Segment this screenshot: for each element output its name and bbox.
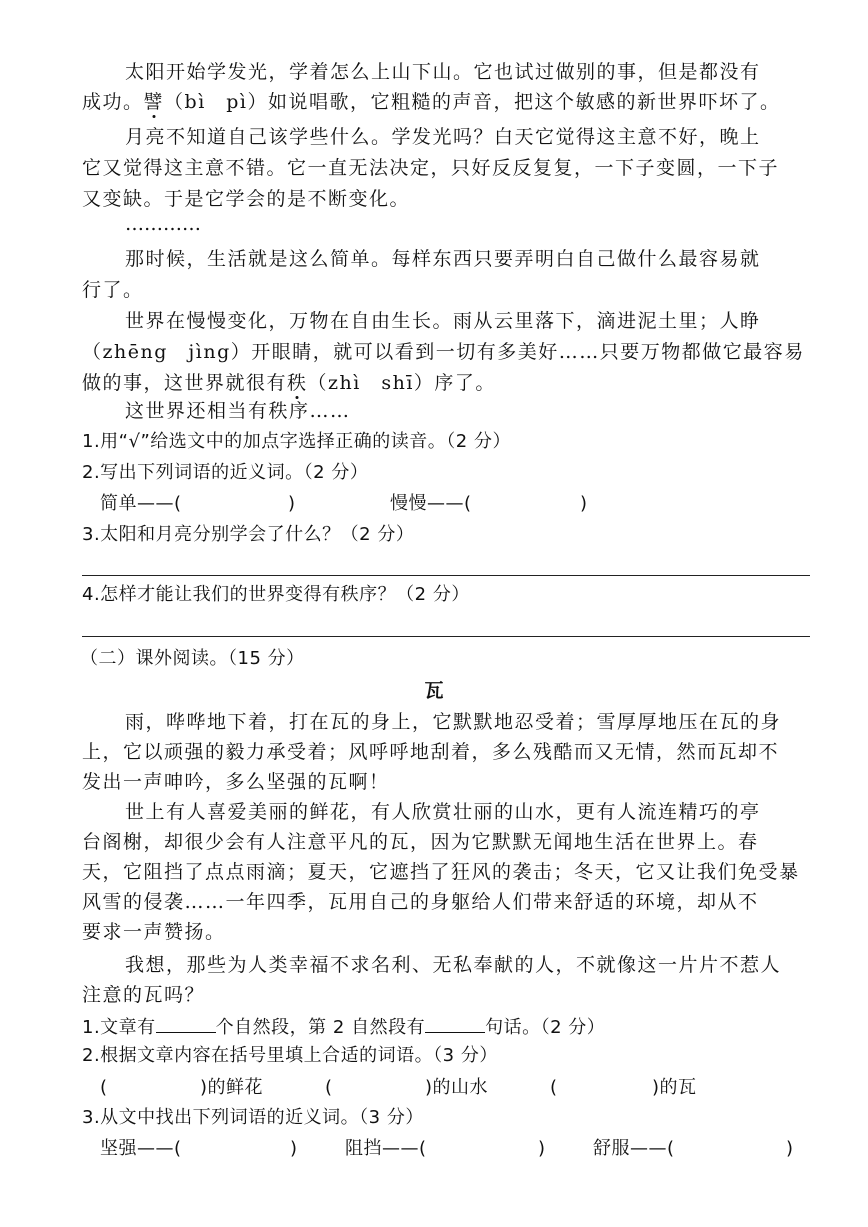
- passage1-line: 太阳开始学发光，学着怎么上山下山。它也试过做别的事，但是都没有: [125, 61, 761, 83]
- fill-blank[interactable]: [425, 1012, 485, 1033]
- paren-open: (: [550, 1077, 558, 1098]
- fill-blank[interactable]: [156, 1012, 216, 1033]
- passage2-line: 要求一声赞扬。: [82, 921, 226, 943]
- ellipsis: …………: [125, 213, 201, 235]
- passage1-line: 月亮不知道自己该学些什么。学发光吗？白天它觉得这主意不好，晚上: [125, 126, 761, 148]
- answer-line[interactable]: [82, 636, 810, 637]
- passage1-line: 又变缺。于是它学会的是不断变化。: [82, 188, 411, 210]
- paren-close: ): [580, 493, 588, 514]
- passage2-line: 我想，那些为人类幸福不求名利、无私奉献的人，不就像这一片片不惹人: [125, 954, 782, 976]
- text-segment: 个自然段，第 2 自然段有: [215, 1017, 426, 1038]
- passage2-line: 发出一声呻吟，多么坚强的瓦啊！: [82, 771, 390, 793]
- question-3: 3.从文中找出下列词语的近义词。（3 分）: [82, 1107, 424, 1128]
- text-segment: 做的事，这世界就很有: [82, 372, 288, 394]
- passage1-line: （zhēng jìng）开眼睛，就可以看到一切有多美好……只要万物都做它最容易: [82, 341, 805, 363]
- paren-open: (: [325, 1077, 333, 1098]
- paren-close: ): [290, 1138, 298, 1159]
- passage2-line: 台阁榭，却很少会有人注意平凡的瓦，因为它默默无闻地生活在世界上。春: [82, 831, 759, 853]
- dotted-character: 譬: [143, 91, 165, 113]
- paren-close: ): [538, 1138, 546, 1159]
- passage2-line: 天，它阻挡了点点雨滴；夏天，它遮挡了狂风的袭击；冬天，它又让我们免受暴: [82, 861, 800, 883]
- fill-label-xianhua: )的鲜花: [200, 1077, 264, 1098]
- passage1-line: 那时候，生活就是这么简单。每样东西只要弄明白自己做什么最容易就: [125, 248, 761, 270]
- passage1-line: 这世界还相当有秩序……: [125, 400, 351, 422]
- passage1-line: 它又觉得这主意不错。它一直无法决定，只好反反复复，一下子变圆，一下子: [82, 157, 780, 179]
- question-1: 1.用“√”给选文中的加点字选择正确的读音。（2 分）: [82, 431, 511, 452]
- passage1-line: 世界在慢慢变化，万物在自由生长。雨从云里落下，滴进泥土里；人睁: [125, 310, 761, 332]
- passage2-line: 世上有人喜爱美丽的鲜花，有人欣赏壮丽的山水，更有人流连精巧的亭: [125, 801, 761, 823]
- fill-label-shanshui: )的山水: [425, 1077, 489, 1098]
- paren-close: ): [786, 1138, 794, 1159]
- paren-open: (: [100, 1077, 108, 1098]
- synonym-prompt-zudang: 阻挡——(: [345, 1138, 427, 1159]
- dotted-character: 秩: [287, 372, 308, 394]
- section-heading: （二）课外阅读。（15 分）: [80, 648, 305, 669]
- text-segment: 成功。: [82, 91, 144, 113]
- passage1-line: 行了。: [82, 279, 144, 301]
- passage2-line: 上，它以顽强的毅力承受着；风呼呼地刮着，多么残酷而又无情，然而瓦却不: [82, 741, 780, 763]
- question-2: 2.写出下列词语的近义词。（2 分）: [82, 462, 369, 483]
- answer-line[interactable]: [82, 575, 810, 576]
- passage1-line: [82, 88, 812, 116]
- synonym-prompt-shufu: 舒服——(: [593, 1138, 675, 1159]
- passage2-line: 风雪的侵袭……一年四季，瓦用自己的身躯给人们带来舒适的环境，却从不: [82, 891, 759, 913]
- text-segment: （bì pì）如说唱歌，它粗糙的声音，把这个敏感的新世界吓坏了。: [164, 91, 781, 113]
- paren-close: ): [288, 493, 296, 514]
- synonym-prompt-jiandan: 简单——(: [100, 493, 182, 514]
- synonym-prompt-manman: 慢慢——(: [390, 493, 472, 514]
- question-3: 3.太阳和月亮分别学会了什么？（2 分）: [82, 524, 415, 545]
- passage2-line: 雨，哗哗地下着，打在瓦的身上，它默默地忍受着；雪厚厚地压在瓦的身: [125, 711, 782, 733]
- text-segment: 句话。（2 分）: [485, 1017, 606, 1038]
- passage2-line: 注意的瓦吗？: [82, 984, 206, 1006]
- question-2: 2.根据文章内容在括号里填上合适的词语。（3 分）: [82, 1045, 498, 1066]
- passage1-line: [82, 369, 812, 397]
- question-4: 4.怎样才能让我们的世界变得有秩序？（2 分）: [82, 584, 470, 605]
- text-segment: （zhì shī）序了。: [307, 372, 496, 394]
- synonym-prompt-jianqiang: 坚强——(: [100, 1138, 182, 1159]
- passage-title: 瓦: [424, 680, 444, 702]
- question-1: [82, 1012, 812, 1042]
- fill-label-wa: )的瓦: [652, 1077, 697, 1098]
- text-segment: 1.文章有: [82, 1017, 156, 1038]
